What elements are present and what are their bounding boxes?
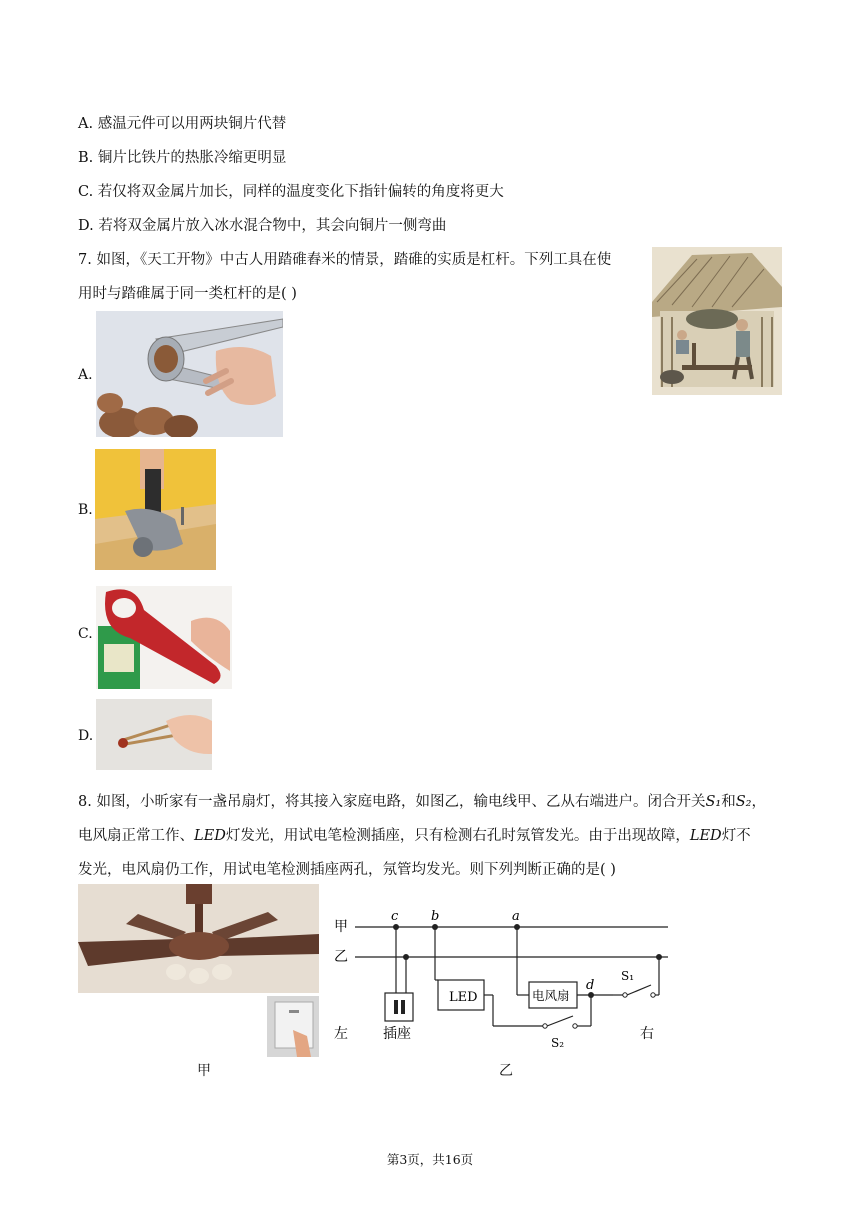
q8-stem-line2: 电风扇正常工作、LED灯发光，用试电笔检测插座，只有检测右孔时氖管发光。由于出现故障，LED灯不 [78, 828, 751, 844]
switch-s2-label: S₂ [551, 1036, 565, 1050]
fan-box-label: 电风扇 [532, 988, 570, 1003]
socket-label: 插座 [383, 1026, 411, 1042]
led-box-label: LED [449, 990, 478, 1005]
q7-option-b-label: B. [78, 502, 93, 518]
wire-jia-label: 甲 [334, 919, 348, 935]
hammer-photo [95, 449, 216, 570]
tiangong-kaiwu-illustration [652, 247, 782, 395]
q8-stem-line3: 发光，电风扇仍工作，用试电笔检测插座两孔，氖管均发光。则下列判断正确的是( ) [78, 862, 616, 878]
q8-stem-line1: 8. 如图，小昕家有一盏吊扇灯，将其接入家庭电路，如图乙，输电线甲、乙从右端进户。闭合开关S₁和S₂， [78, 794, 766, 810]
wall-switch-photo [267, 996, 319, 1057]
q7-stem-line2: 用时与踏碓属于同一类杠杆的是( ) [78, 286, 297, 302]
q6-option-b: B. 铜片比铁片的热胀冷缩更明显 [78, 150, 287, 166]
ceiling-fan-photo [78, 884, 319, 993]
node-c-label: c [391, 909, 399, 924]
q7-option-a-label: A. [78, 367, 93, 383]
circuit-diagram [325, 900, 680, 1050]
bottle-opener-photo [96, 586, 232, 689]
q7-option-c-label: C. [78, 626, 93, 642]
wire-yi-label: 乙 [334, 949, 348, 965]
right-label: 右 [640, 1026, 654, 1042]
q6-option-a: A. 感温元件可以用两块铜片代替 [78, 116, 287, 132]
page-footer: 第3页，共16页 [386, 1152, 474, 1167]
q6-option-c: C. 若仅将双金属片加长，同样的温度变化下指针偏转的角度将更大 [78, 184, 504, 200]
node-b-label: b [431, 909, 440, 924]
node-a-label: a [512, 909, 520, 924]
q7-option-d-label: D. [78, 728, 94, 744]
q7-stem-line1: 7. 如图，《天工开物》中古人用踏碓舂米的情景，踏碓的实质是杠杆。下列工具在使 [78, 252, 612, 268]
figure-caption-yi: 乙 [499, 1063, 513, 1079]
nutcracker-photo [96, 311, 283, 437]
left-label: 左 [334, 1026, 348, 1042]
chopsticks-photo [96, 699, 212, 770]
switch-s1-label: S₁ [621, 969, 635, 983]
node-d-label: d [586, 978, 595, 993]
figure-caption-jia: 甲 [197, 1063, 211, 1079]
q6-option-d: D. 若将双金属片放入冰水混合物中，其会向铜片一侧弯曲 [78, 218, 447, 234]
